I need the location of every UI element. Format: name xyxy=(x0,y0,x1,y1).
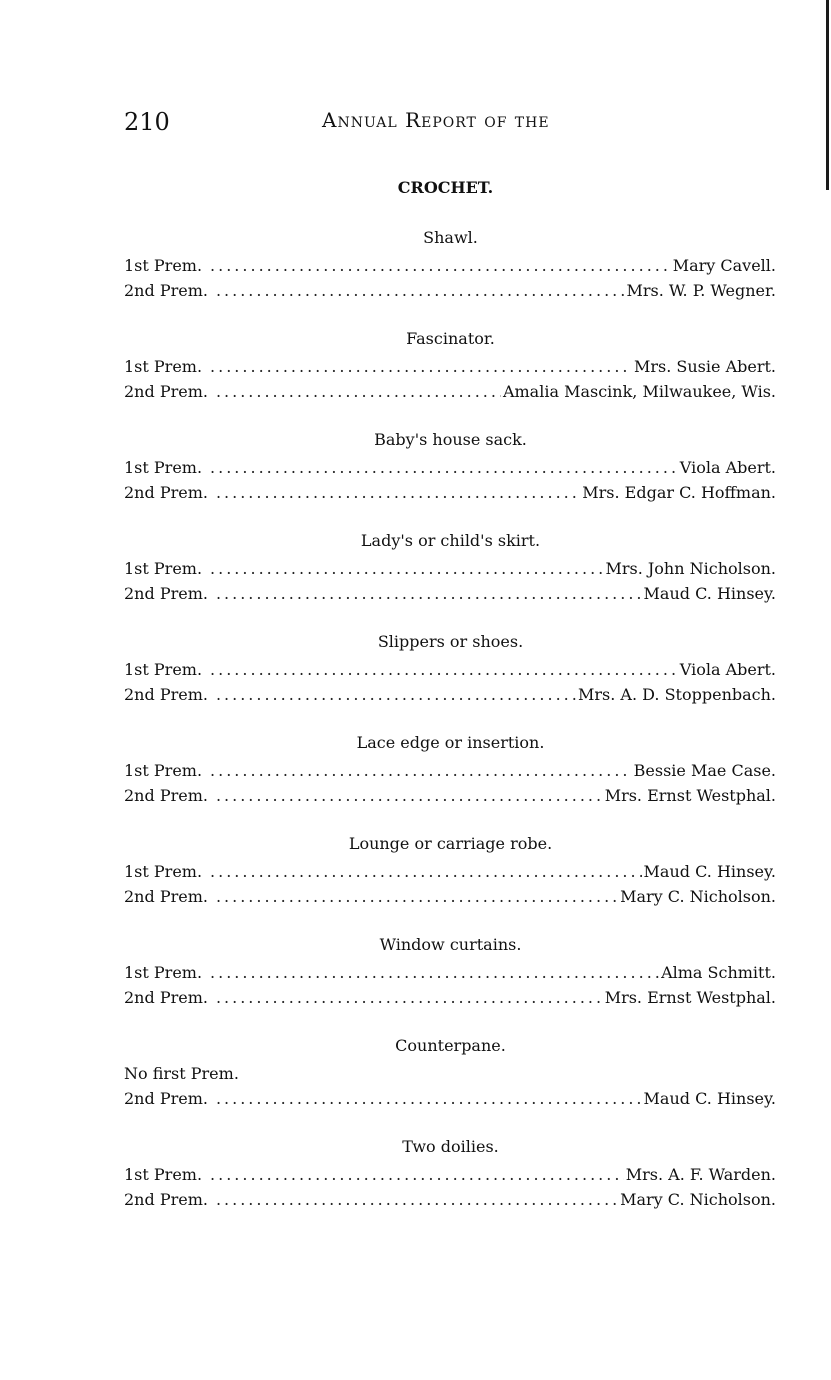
category-heading: Slippers or shoes. xyxy=(377,632,524,651)
dot-leader xyxy=(216,685,576,704)
premium-label: 2nd Prem. xyxy=(124,281,208,300)
dot-leader xyxy=(210,660,678,679)
premium-row xyxy=(124,1165,776,1189)
dot-leader xyxy=(210,458,678,477)
premium-label: 2nd Prem. xyxy=(124,1190,208,1209)
premium-winner: Maud C. Hinsey. xyxy=(643,584,776,603)
premium-label: 2nd Prem. xyxy=(124,1089,208,1108)
dot-leader xyxy=(210,963,659,982)
premium-winner: Viola Abert. xyxy=(679,660,776,679)
dot-leader xyxy=(210,256,671,275)
section-title: CROCHET. xyxy=(397,178,494,197)
category-block xyxy=(0,430,831,531)
dot-leader xyxy=(216,988,603,1007)
premium-winner: Maud C. Hinsey. xyxy=(643,1089,776,1108)
premium-row xyxy=(124,1089,776,1113)
page-number: 210 xyxy=(124,108,170,136)
category-heading: Baby's house sack. xyxy=(374,430,527,449)
dot-leader xyxy=(216,281,625,300)
category-heading: Lady's or child's skirt. xyxy=(360,531,541,550)
premium-label: 2nd Prem. xyxy=(124,382,208,401)
premium-row xyxy=(124,685,776,709)
dot-leader xyxy=(216,382,501,401)
premium-label: 1st Prem. xyxy=(124,862,203,881)
premium-winner: Mrs. Susie Abert. xyxy=(634,357,776,376)
premium-winner: Mrs. Edgar C. Hoffman. xyxy=(582,483,776,502)
category-block xyxy=(0,1036,831,1137)
dot-leader xyxy=(216,584,642,603)
dot-leader xyxy=(210,357,632,376)
category-heading: Counterpane. xyxy=(395,1036,506,1055)
dot-leader xyxy=(216,887,618,906)
premium-row xyxy=(124,761,776,785)
category-block xyxy=(0,1137,831,1238)
premium-winner: Mrs. Ernst Westphal. xyxy=(604,988,776,1007)
dot-leader xyxy=(210,1165,624,1184)
premium-winner: Mrs. A. D. Stoppenbach. xyxy=(578,685,776,704)
premium-row xyxy=(124,1190,776,1214)
category-heading: Window curtains. xyxy=(379,935,522,954)
premium-label: 2nd Prem. xyxy=(124,887,208,906)
dot-leader xyxy=(216,786,603,805)
premium-row xyxy=(124,862,776,886)
premium-row xyxy=(124,458,776,482)
premium-winner: Mary C. Nicholson. xyxy=(620,1190,776,1209)
dot-leader xyxy=(216,1089,642,1108)
dot-leader xyxy=(210,559,603,578)
premium-row xyxy=(124,584,776,608)
premium-winner: Viola Abert. xyxy=(679,458,776,477)
premium-label: 2nd Prem. xyxy=(124,584,208,603)
category-block xyxy=(0,329,831,430)
premium-winner: Alma Schmitt. xyxy=(661,963,776,982)
premium-row xyxy=(124,256,776,280)
premium-row xyxy=(124,483,776,507)
premium-row xyxy=(124,786,776,810)
page-edge-rule xyxy=(826,0,829,190)
premium-label: 1st Prem. xyxy=(124,357,203,376)
premium-row xyxy=(124,887,776,911)
premium-winner: Mrs. W. P. Wegner. xyxy=(626,281,776,300)
dot-leader xyxy=(210,862,642,881)
premium-label: 2nd Prem. xyxy=(124,685,208,704)
category-block xyxy=(0,834,831,935)
premium-winner: Maud C. Hinsey. xyxy=(643,862,776,881)
premium-winner: Mary Cavell. xyxy=(672,256,776,275)
category-block xyxy=(0,935,831,1036)
category-heading: Lounge or carriage robe. xyxy=(348,834,553,853)
category-block xyxy=(0,531,831,632)
category-heading: Shawl. xyxy=(423,228,478,247)
premium-row xyxy=(124,281,776,305)
premium-label: 1st Prem. xyxy=(124,559,203,578)
premium-row xyxy=(124,963,776,987)
dot-leader xyxy=(210,761,632,780)
premium-winner: Bessie Mae Case. xyxy=(633,761,776,780)
running-head: Annual Report of the xyxy=(322,108,550,132)
premium-row xyxy=(124,660,776,684)
premium-row xyxy=(124,1064,776,1088)
category-block xyxy=(0,632,831,733)
category-block xyxy=(0,228,831,329)
premium-label: 1st Prem. xyxy=(124,458,203,477)
category-heading: Lace edge or insertion. xyxy=(356,733,545,752)
premium-winner: Amalia Mascink, Milwaukee, Wis. xyxy=(502,382,776,401)
premium-row xyxy=(124,559,776,583)
premium-row xyxy=(124,382,776,406)
category-heading: Fascinator. xyxy=(406,329,495,348)
premium-label: 1st Prem. xyxy=(124,963,203,982)
premium-row xyxy=(124,988,776,1012)
premium-winner: Mary C. Nicholson. xyxy=(620,887,776,906)
category-heading: Two doilies. xyxy=(402,1137,499,1156)
premium-winner: Mrs. A. F. Warden. xyxy=(625,1165,776,1184)
premium-label: 1st Prem. xyxy=(124,761,203,780)
dot-leader xyxy=(216,1190,618,1209)
dot-leader xyxy=(216,483,580,502)
premium-label: 1st Prem. xyxy=(124,660,203,679)
premium-row xyxy=(124,357,776,381)
premium-label: 1st Prem. xyxy=(124,1165,203,1184)
premium-label: 2nd Prem. xyxy=(124,483,208,502)
premium-list xyxy=(0,228,831,1238)
premium-winner: Mrs. Ernst Westphal. xyxy=(604,786,776,805)
premium-winner: Mrs. John Nicholson. xyxy=(605,559,776,578)
premium-label: 1st Prem. xyxy=(124,256,203,275)
premium-label: 2nd Prem. xyxy=(124,786,208,805)
premium-label: 2nd Prem. xyxy=(124,988,208,1007)
premium-label: No first Prem. xyxy=(124,1064,239,1083)
category-block xyxy=(0,733,831,834)
